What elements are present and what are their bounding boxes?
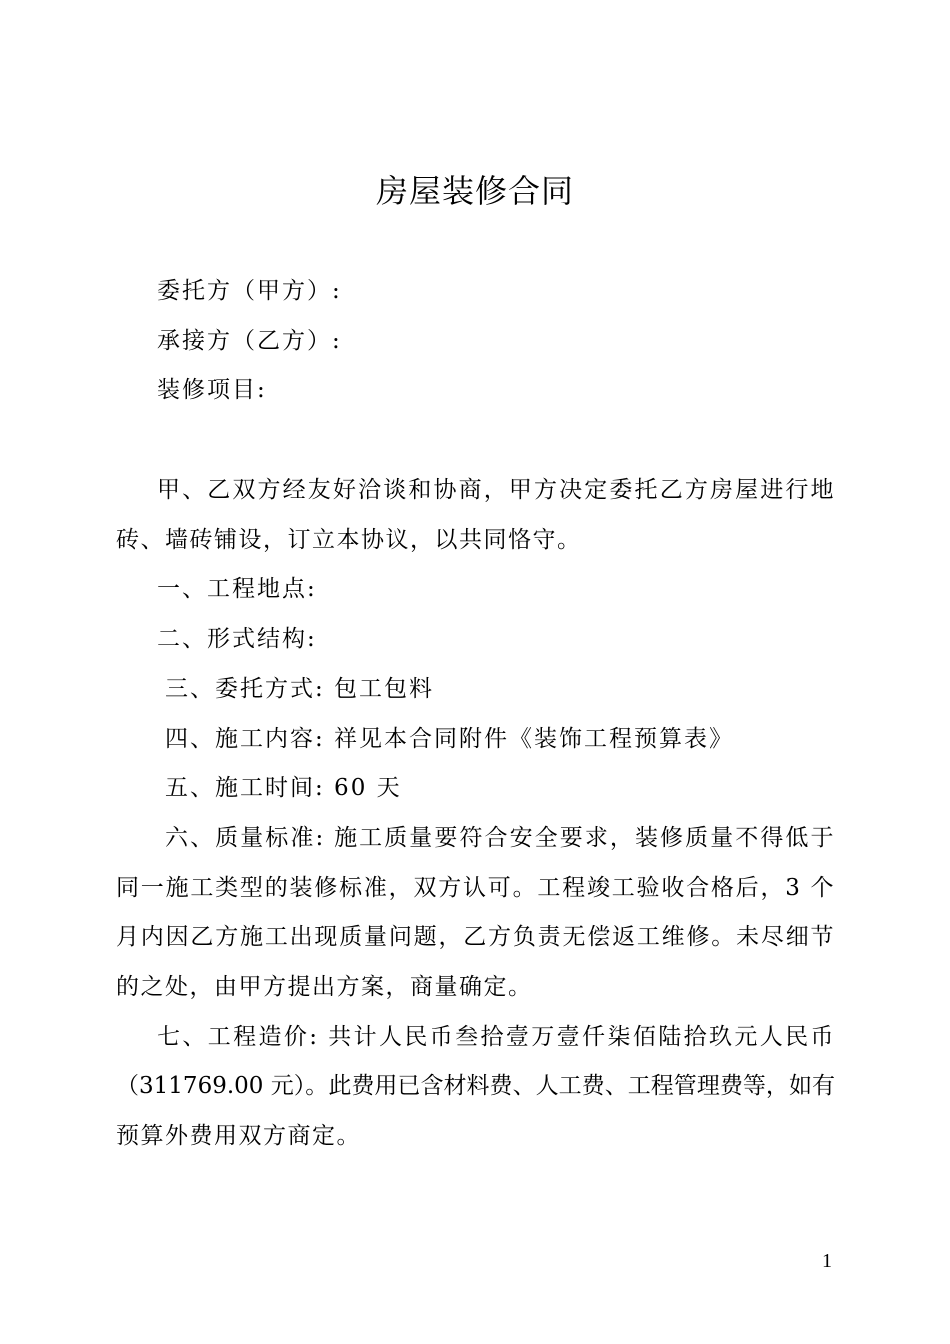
clause-6-line-4: 的之处，由甲方提出方案，商量确定。 xyxy=(116,974,533,1000)
clause-6-line-3: 月内因乙方施工出现质量问题，乙方负责无偿返工维修。未尽细节 xyxy=(116,924,835,950)
clause-6-line-2: 同一施工类型的装修标准，双方认可。工程竣工验收合格后，3 个 xyxy=(116,875,835,901)
contractor-party-label: 承接方（乙方）: xyxy=(157,328,342,354)
clause-1-location: 一、工程地点: xyxy=(157,576,317,602)
clause-6-line-1: 六、质量标准: 施工质量要符合安全要求，装修质量不得低于 xyxy=(165,825,835,851)
clause-3-method: 三、委托方式: 包工包料 xyxy=(165,676,435,702)
document-title: 房屋装修合同 xyxy=(375,172,574,210)
clause-7-line-2: （311769.00 元）。此费用已含材料费、人工费、工程管理费等，如有 xyxy=(116,1073,835,1099)
page-number: 1 xyxy=(822,1250,832,1272)
intro-line-2: 砖、墙砖铺设，订立本协议，以共同恪守。 xyxy=(116,527,582,553)
clause-2-structure: 二、形式结构: xyxy=(157,626,317,652)
clause-7-line-3: 预算外费用双方商定。 xyxy=(116,1123,361,1149)
clause-5-duration: 五、施工时间: 60 天 xyxy=(165,775,402,801)
clause-4-content: 四、施工内容: 祥见本合同附件《装饰工程预算表》 xyxy=(165,726,735,752)
intro-line-1: 甲、乙双方经友好洽谈和协商，甲方决定委托乙方房屋进行地 xyxy=(157,477,835,503)
project-label: 装修项目: xyxy=(157,377,267,403)
clause-7-line-1: 七、工程造价: 共计人民币叁拾壹万壹仟柒佰陆拾玖元人民币 xyxy=(157,1024,835,1050)
client-party-label: 委托方（甲方）: xyxy=(157,278,342,304)
